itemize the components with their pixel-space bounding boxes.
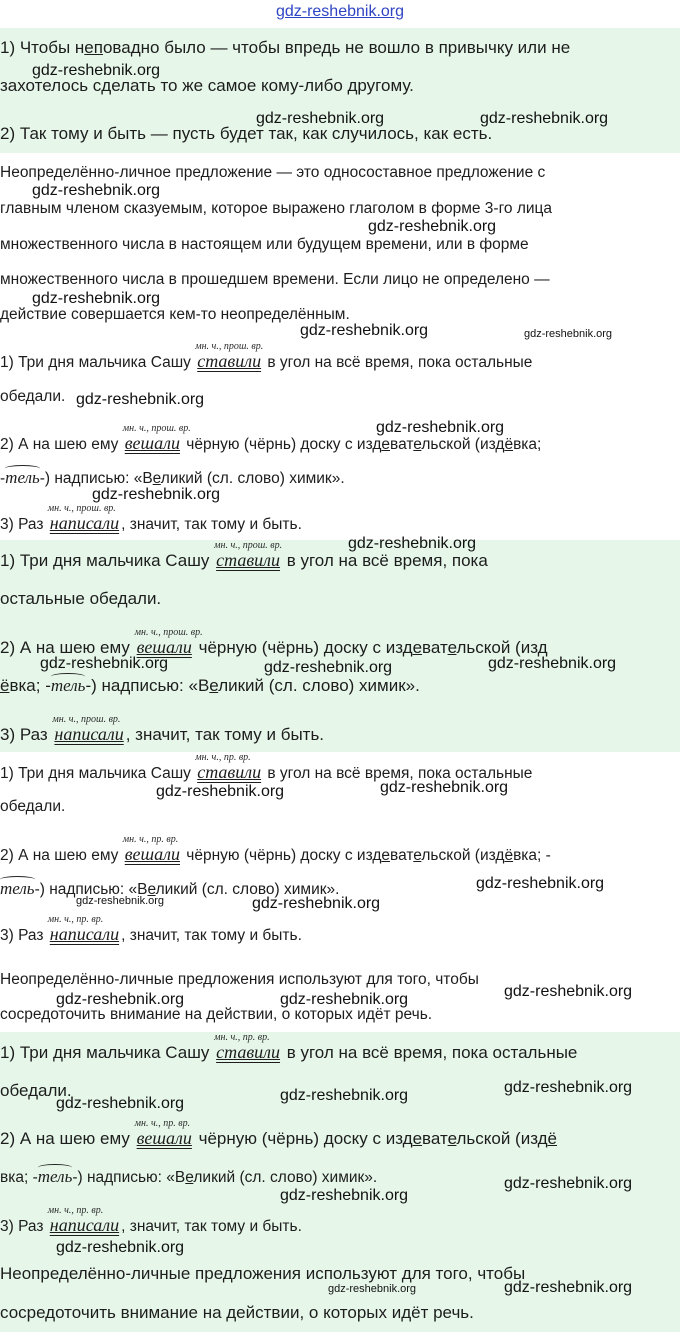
verb-annotation: мн. ч., пр. вр. <box>47 1205 104 1216</box>
sentence-3-end: , значит, так тому и быть. <box>121 516 302 533</box>
sentence-2-part: льской (изд <box>456 638 548 657</box>
sentence-1 <box>0 341 533 373</box>
watermark: gdz-reshebnik.org <box>40 655 169 672</box>
watermark: gdz-reshebnik.org <box>348 535 477 552</box>
sentence-2-part: ликий (сл. слово) химик». <box>218 676 420 695</box>
verb-stavili <box>195 341 264 371</box>
watermark: gdz-reshebnik.org <box>76 391 205 408</box>
idiom-1-highlight: еп <box>84 38 103 57</box>
vowel-mark: е <box>209 676 219 695</box>
sentence-2-part: ват <box>422 638 448 657</box>
verb-veshali <box>122 834 182 864</box>
watermark: gdz-reshebnik.org <box>156 783 285 800</box>
sentence-2-part: вка; - <box>0 1169 38 1186</box>
verb-stavili-text: ставили <box>197 762 262 782</box>
verb-veshali <box>134 627 203 657</box>
idiom-item-2: 2) Так тому и быть — пусть будет так, как случилось, как есть. <box>0 124 493 143</box>
sentence-2-start: 2) А на шею ему <box>0 847 119 864</box>
sentence-1-end: в угол на всё время, пока <box>286 551 488 570</box>
sentence-3-end: , значит, так тому и быть. <box>121 927 302 944</box>
definition-line-3: множественного числа в настоящем или будущем времени, или в форме <box>0 236 529 253</box>
vowel-mark: е <box>147 881 156 898</box>
vowel-mark: ё <box>504 847 514 864</box>
verb-stavili <box>214 540 283 570</box>
verb-annotation: мн. ч., прош. вр. <box>214 540 283 551</box>
sentence-1-end: в угол на всё время, пока остальные <box>267 354 533 371</box>
answer-variant-a <box>0 341 680 540</box>
watermark: gdz-reshebnik.org <box>56 1095 185 1112</box>
usage-line-2: сосредоточить внимание на действии, о которых идёт речь. <box>0 1303 474 1322</box>
sentence-2-part: -) надписью: «В <box>34 881 148 898</box>
idiom-1-start: 1) Чтобы н <box>0 38 85 57</box>
definition-line-1: Неопределённо-личное предложение — это односоставное предложение с <box>0 164 546 181</box>
sentence-2 <box>0 1118 558 1149</box>
sentence-1-line2: остальные обедали. <box>0 589 162 608</box>
watermark: gdz-reshebnik.org <box>280 1187 409 1204</box>
sentence-2-part: чёрную (чёрнь) доску с изд <box>186 847 382 864</box>
verb-veshali-text: вешали <box>136 1128 192 1148</box>
watermark: gdz-reshebnik.org <box>280 1087 409 1104</box>
sentence-2-line2 <box>0 676 420 696</box>
verb-stavili-text: ставили <box>216 1042 280 1062</box>
usage-line-2: сосредоточить внимание на действии, о которых идёт речь. <box>0 1006 433 1023</box>
suffix-tel: тель <box>0 879 35 898</box>
watermark: gdz-reshebnik.org <box>476 875 605 892</box>
definition-line-2: главным членом сказуемым, которое выражено глаголом в форме 3-го лица <box>0 200 553 217</box>
watermark: gdz-reshebnik.org <box>368 218 497 235</box>
verb-annotation: мн. ч., прош. вр. <box>134 627 203 638</box>
watermark: gdz-reshebnik.org <box>488 655 617 672</box>
watermark: gdz-reshebnik.org <box>32 182 161 199</box>
sentence-2-part: ликий (сл. слово) химик». <box>155 881 340 898</box>
sentence-1-line2: обедали. <box>0 1081 72 1100</box>
watermark: gdz-reshebnik.org <box>252 895 381 912</box>
watermark: gdz-reshebnik.org <box>504 1079 633 1096</box>
vowel-mark: е <box>447 1129 457 1148</box>
sentence-2-part: -) надписью: «В <box>72 1169 186 1186</box>
answer-block-idioms <box>0 28 680 153</box>
watermark: gdz-reshebnik.org <box>264 659 393 676</box>
answer-variant-b <box>0 540 680 752</box>
suffix-tel: тель <box>50 676 86 695</box>
sentence-2-part: вка; - <box>513 847 551 864</box>
verb-stavili-text: ставили <box>197 351 262 371</box>
sentence-2-part: ват <box>390 436 414 453</box>
sentence-3-end: , значит, так тому и быть. <box>125 725 325 744</box>
sentence-3-end: , значит, так тому и быть. <box>121 1218 302 1235</box>
vowel-mark: ё <box>0 676 10 695</box>
site-header <box>0 0 680 26</box>
watermark: gdz-reshebnik.org <box>56 991 185 1008</box>
verb-napisali-text: написали <box>49 924 120 944</box>
sentence-3-start: 3) Раз <box>0 725 48 744</box>
sentence-2-part: чёрную (чёрнь) доску с изд <box>198 1129 413 1148</box>
watermark: gdz-reshebnik.org <box>376 419 505 436</box>
vowel-mark: е <box>413 436 422 453</box>
verb-stavili <box>214 1032 282 1062</box>
sentence-3-start: 3) Раз <box>0 1218 44 1235</box>
sentence-2-line2 <box>0 1167 377 1188</box>
watermark: gdz-reshebnik.org <box>524 328 613 340</box>
verb-annotation: мн. ч., прош. вр. <box>52 714 121 725</box>
watermark: gdz-reshebnik.org <box>32 290 161 307</box>
verb-napisali-text: написали <box>49 513 120 533</box>
vowel-mark: е <box>381 847 391 864</box>
verb-napisali-text: написали <box>49 1215 120 1235</box>
sentence-3 <box>0 714 325 745</box>
watermark: gdz-reshebnik.org <box>504 1279 633 1296</box>
sentence-1-start: 1) Три дня мальчика Сашу <box>0 354 191 371</box>
sentence-2-start: 2) А на шею ему <box>0 436 119 453</box>
watermark: gdz-reshebnik.org <box>328 1283 417 1295</box>
sentence-2-part: вка; <box>513 436 542 453</box>
watermark: gdz-reshebnik.org <box>92 486 221 503</box>
vowel-mark: е <box>381 436 391 453</box>
vowel-mark: ё <box>504 436 514 453</box>
verb-stavili-text: ставили <box>216 550 280 570</box>
sentence-2 <box>0 834 551 866</box>
usage-line-1: Неопределённо-личные предложения используют для того, чтобы <box>0 1264 526 1283</box>
watermark: gdz-reshebnik.org <box>56 1239 185 1256</box>
sentence-3 <box>0 1205 302 1237</box>
sentence-2-part: -) надписью: «В <box>39 470 153 487</box>
verb-annotation: мн. ч., пр. вр. <box>134 1118 191 1129</box>
sentence-1-line2: обедали. <box>0 798 66 815</box>
verb-annotation: мн. ч., пр. вр. <box>122 834 179 845</box>
watermark: gdz-reshebnik.org <box>504 983 633 1000</box>
sentence-2-part: льской (изд <box>421 847 505 864</box>
verb-annotation: мн. ч., прош. вр. <box>195 341 264 352</box>
sentence-1-line2: обедали. <box>0 388 66 405</box>
suffix-tel: тель <box>37 1167 73 1186</box>
verb-napisali <box>47 914 121 944</box>
verb-annotation: мн. ч., прош. вр. <box>122 423 191 434</box>
sentence-2-start: 2) А на шею ему <box>0 1129 130 1148</box>
watermark: gdz-reshebnik.org <box>504 1175 633 1192</box>
idiom-item-1-line2: захотелось сделать то же самое кому-либо другому. <box>0 76 414 95</box>
verb-annotation: мн. ч., пр. вр. <box>47 914 104 925</box>
vowel-mark: е <box>185 1169 194 1186</box>
sentence-2-part: ликий (сл. слово) химик». <box>193 1169 378 1186</box>
sentence-3-start: 3) Раз <box>0 516 44 533</box>
verb-veshali-text: вешали <box>136 637 192 657</box>
idiom-1-rest: овадно было — чтобы впредь не вошло в привычку или не <box>102 38 571 57</box>
sentence-2-part: ват <box>390 847 414 864</box>
verb-veshali-text: вешали <box>124 844 180 864</box>
definition-line-5: действие совершается кем-то неопределённым. <box>0 306 350 323</box>
verb-napisali <box>47 1205 121 1235</box>
verb-veshali <box>134 1118 194 1148</box>
sentence-1-start: 1) Три дня мальчика Сашу <box>0 1043 210 1062</box>
suffix-tel: тель <box>5 468 40 487</box>
site-title-link[interactable]: gdz-reshebnik.org <box>275 3 405 20</box>
vowel-mark: е <box>413 847 422 864</box>
watermark: gdz-reshebnik.org <box>480 110 609 127</box>
verb-annotation: мн. ч., пр. вр. <box>195 752 251 763</box>
verb-annotation: мн. ч., пр. вр. <box>214 1032 270 1043</box>
watermark: gdz-reshebnik.org <box>256 110 385 127</box>
sentence-1-end: в угол на всё время, пока остальные <box>267 765 533 782</box>
verb-veshali-text: вешали <box>124 433 180 453</box>
verb-napisali <box>47 503 121 533</box>
sentence-2-part: - <box>0 470 6 487</box>
sentence-2-part: ват <box>422 1129 448 1148</box>
sentence-2-part: ликий (сл. слово) химик». <box>160 470 345 487</box>
sentence-1-end: в угол на всё время, пока остальные <box>286 1043 578 1062</box>
sentence-2-part: -) надписью: «В <box>85 676 210 695</box>
watermark: gdz-reshebnik.org <box>76 895 165 907</box>
sentence-3-start: 3) Раз <box>0 927 44 944</box>
verb-stavili <box>195 752 263 782</box>
sentence-1 <box>0 1032 578 1063</box>
sentence-2-part: чёрную (чёрнь) доску с изд <box>198 638 413 657</box>
idiom-item-1 <box>0 38 570 58</box>
watermark: gdz-reshebnik.org <box>300 322 429 339</box>
verb-napisali-text: написали <box>54 724 124 744</box>
sentence-2-start: 2) А на шею ему <box>0 638 130 657</box>
verb-napisali <box>52 714 125 744</box>
watermark: gdz-reshebnik.org <box>380 779 509 796</box>
vowel-mark: ё <box>547 1129 558 1148</box>
sentence-3 <box>0 503 302 535</box>
sentence-2-part: льской (изд <box>456 1129 548 1148</box>
vowel-mark: е <box>447 638 457 657</box>
sentence-1-start: 1) Три дня мальчика Сашу <box>0 765 191 782</box>
sentence-2-part: льской (изд <box>421 436 505 453</box>
sentence-2-part: чёрную (чёрнь) доску с изд <box>186 436 382 453</box>
watermark: gdz-reshebnik.org <box>32 62 161 79</box>
sentence-3 <box>0 914 302 946</box>
vowel-mark: е <box>412 1129 423 1148</box>
vowel-mark: е <box>152 470 161 487</box>
verb-veshali <box>122 423 191 453</box>
vowel-mark: е <box>412 638 423 657</box>
definition-line-4: множественного числа в прошедшем времени. Если лицо не определено — <box>0 271 550 288</box>
sentence-2-part: вка; - <box>9 676 51 695</box>
watermark: gdz-reshebnik.org <box>280 991 409 1008</box>
sentence-1-start: 1) Три дня мальчика Сашу <box>0 551 210 570</box>
usage-line-1: Неопределённо-личные предложения используют для того, чтобы <box>0 971 479 988</box>
verb-annotation: мн. ч., прош. вр. <box>47 503 116 514</box>
